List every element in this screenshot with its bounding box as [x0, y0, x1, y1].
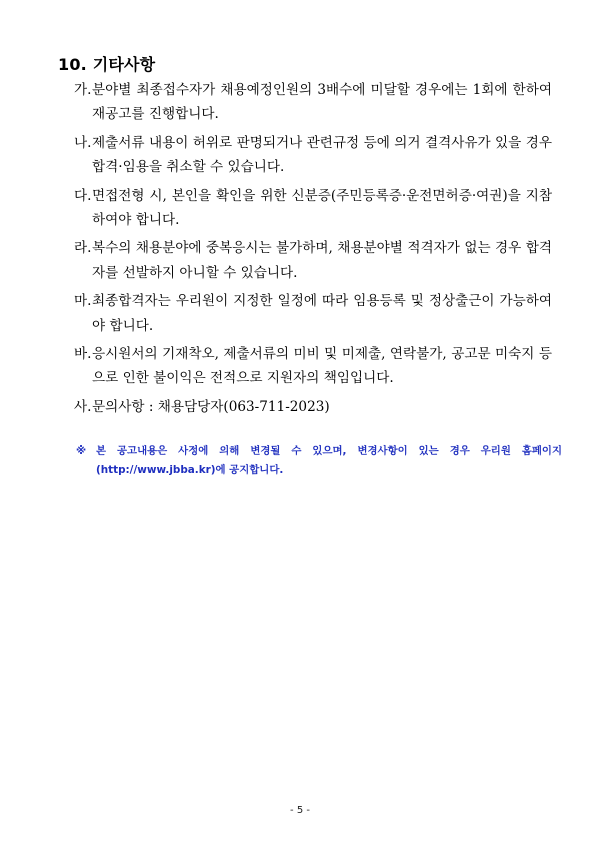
list-item	[74, 342, 552, 391]
item-marker: 라.	[74, 240, 92, 257]
section-title: 10. 기타사항	[58, 55, 156, 74]
list-item	[74, 184, 552, 233]
list-item	[74, 395, 552, 419]
item-marker: 바.	[74, 346, 92, 363]
item-text: 면접전형 시, 본인을 확인을 위한 신분증(주민등록증·운전면허증·여권)을 지참하여야 합니다.	[92, 187, 552, 229]
notice	[76, 442, 562, 480]
item-text: 제출서류 내용이 허위로 판명되거나 관련규정 등에 의거 결격사유가 있을 경우 합격·임용을 취소할 수 있습니다.	[92, 134, 552, 176]
reference-mark-icon: ※	[76, 445, 87, 457]
item-marker: 다.	[74, 187, 92, 204]
item-text: 분야별 최종접수자가 채용예정인원의 3배수에 미달할 경우에는 1회에 한하여 재공고를 진행합니다.	[92, 82, 552, 123]
list-item	[74, 236, 552, 285]
item-marker: 나.	[74, 134, 92, 151]
item-marker: 마.	[74, 293, 92, 310]
list-item	[74, 289, 552, 338]
item-text: 복수의 채용분야에 중복응시는 불가하며, 채용분야별 적격자가 없는 경우 합격자를 선발하지 아니할 수 있습니다.	[92, 240, 552, 281]
item-list	[74, 78, 552, 423]
item-marker: 사.	[74, 398, 92, 415]
page-number: - 5 -	[290, 805, 310, 816]
item-text: 문의사항 : 채용담당자(063-711-2023)	[92, 398, 330, 415]
list-item	[74, 78, 552, 127]
notice-text: 본 공고내용은 사정에 의해 변경될 수 있으며, 변경사항이 있는 경우 우리원 홈페이지(http://www.jbba.kr)에 공지합니다.	[96, 445, 562, 476]
item-text: 응시원서의 기재착오, 제출서류의 미비 및 미제출, 연락불가, 공고문 미숙지 등으로 인한 불이익은 전적으로 지원자의 책임입니다.	[92, 346, 552, 387]
list-item	[74, 131, 552, 180]
item-text: 최종합격자는 우리원이 지정한 일정에 따라 임용등록 및 정상출근이 가능하여야 합니다.	[92, 293, 552, 334]
item-marker: 가.	[74, 82, 92, 98]
